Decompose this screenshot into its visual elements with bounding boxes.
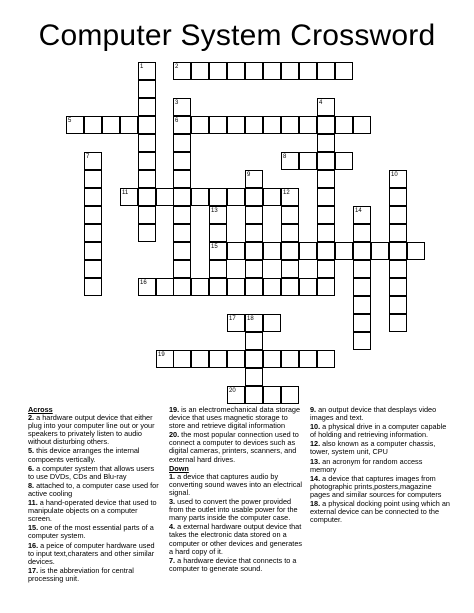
crossword-cell[interactable]	[335, 152, 353, 170]
crossword-cell[interactable]	[245, 224, 263, 242]
clue-number: 14	[355, 208, 362, 214]
clue-number: 17	[229, 316, 236, 322]
clue-text: used to convert the power provided from the outlet into usable power for the many parts inside the computer case.	[169, 497, 298, 523]
crossword-cell[interactable]	[317, 224, 335, 242]
crossword-cell[interactable]	[227, 278, 245, 296]
clue-item	[169, 473, 303, 497]
crossword-cell[interactable]	[281, 116, 299, 134]
clue-text: a device that captures images from photographic prints,posters,magazine pages and similar sources for computers	[310, 473, 442, 499]
clue-number: 8	[283, 154, 287, 160]
clue-text: a hardware output device that either plug into your computer line out or your speakers to privately listen to audio without disturbing others.	[28, 413, 155, 447]
down-clues-list	[169, 473, 303, 573]
clue-item	[169, 406, 303, 430]
clue-number: 6	[175, 118, 179, 124]
clue-number: 11	[122, 190, 129, 196]
crossword-cell[interactable]	[173, 224, 191, 242]
crossword-cell[interactable]	[138, 206, 156, 224]
clue-label: 8.	[28, 480, 35, 490]
clue-number: 4	[319, 100, 323, 106]
clue-number: 13	[211, 208, 218, 214]
crossword-cell[interactable]	[281, 242, 299, 260]
crossword-cell[interactable]	[156, 188, 174, 206]
crossword-cell[interactable]	[191, 62, 209, 80]
crossword-cell[interactable]	[245, 188, 263, 206]
crossword-cell[interactable]	[353, 116, 371, 134]
crossword-cell[interactable]	[156, 278, 174, 296]
clue-label: 16.	[28, 540, 39, 550]
crossword-cell[interactable]	[353, 242, 371, 260]
crossword-cell[interactable]	[335, 116, 353, 134]
crossword-cell[interactable]	[191, 350, 209, 368]
clue-item	[310, 406, 450, 422]
clue-text: a hardware device that connects to a computer to generate sound.	[169, 555, 297, 573]
crossword-cell[interactable]	[173, 278, 191, 296]
crossword-cell[interactable]	[191, 278, 209, 296]
crossword-cell[interactable]	[227, 242, 245, 260]
crossword-cell[interactable]	[245, 206, 263, 224]
crossword-cell[interactable]	[317, 116, 335, 134]
crossword-cell[interactable]	[209, 188, 227, 206]
crossword-cell[interactable]	[299, 152, 317, 170]
clue-label: 5.	[28, 446, 35, 456]
clue-item	[169, 557, 303, 573]
crossword-cell[interactable]	[281, 386, 299, 404]
crossword-cell[interactable]	[245, 116, 263, 134]
clue-item	[310, 475, 450, 499]
crossword-cell[interactable]	[245, 368, 263, 386]
crossword-cell[interactable]	[299, 116, 317, 134]
crossword-cell[interactable]	[138, 80, 156, 98]
clue-label: 20.	[169, 430, 180, 440]
clue-text: a device that captures audio by converting sound waves into an electrical signal.	[169, 471, 303, 497]
clue-number: 9	[247, 172, 251, 178]
crossword-cell[interactable]	[335, 62, 353, 80]
crossword-cell[interactable]	[209, 350, 227, 368]
crossword-cell[interactable]	[317, 242, 335, 260]
clue-item	[28, 567, 160, 583]
clue-item	[169, 523, 303, 555]
clue-text: is an electromechanical data storage device that uses magnetic storage to store and retrieve digital information	[169, 405, 301, 431]
crossword-cell[interactable]	[353, 314, 371, 332]
clue-text: a external hardware output device that takes the electronic data stored on a computer or other devices and generates a hard copy of it.	[169, 522, 303, 556]
crossword-cell[interactable]	[84, 224, 102, 242]
crossword-cell[interactable]	[173, 350, 191, 368]
crossword-cell[interactable]	[299, 242, 317, 260]
crossword-cell[interactable]	[353, 332, 371, 350]
crossword-cell[interactable]	[353, 296, 371, 314]
crossword-cell[interactable]	[317, 134, 335, 152]
clue-text: a physical drive in a computer capable of holding and retrieving information.	[310, 422, 447, 440]
crossword-cell[interactable]	[173, 206, 191, 224]
clue-label: 13.	[310, 456, 321, 466]
crossword-cell[interactable]	[389, 242, 407, 260]
clue-label: 14.	[310, 473, 321, 483]
crossword-cell[interactable]	[335, 242, 353, 260]
crossword-cell[interactable]	[138, 224, 156, 242]
crossword-cell[interactable]	[84, 242, 102, 260]
crossword-cell[interactable]	[173, 170, 191, 188]
crossword-cell[interactable]	[84, 116, 102, 134]
crossword-cell[interactable]	[389, 224, 407, 242]
crossword-cell[interactable]	[209, 116, 227, 134]
crossword-cell[interactable]	[245, 278, 263, 296]
clue-label: 2.	[28, 413, 35, 423]
crossword-cell[interactable]	[389, 260, 407, 278]
crossword-cell[interactable]	[263, 242, 281, 260]
crossword-cell[interactable]	[263, 62, 281, 80]
crossword-cell[interactable]	[138, 116, 156, 134]
crossword-cell[interactable]	[263, 116, 281, 134]
crossword-cell[interactable]	[317, 152, 335, 170]
crossword-cell[interactable]	[173, 188, 191, 206]
clue-item	[28, 499, 160, 523]
clue-label: 17.	[28, 565, 39, 575]
crossword-cell[interactable]	[209, 260, 227, 278]
crossword-cell[interactable]	[173, 152, 191, 170]
clue-number: 19	[158, 352, 165, 358]
clue-text: also known as a computer chassis, tower, system unit, CPU	[310, 439, 436, 457]
clue-number: 12	[283, 190, 290, 196]
crossword-cell[interactable]	[317, 188, 335, 206]
clue-number: 1	[140, 64, 144, 70]
crossword-cell[interactable]	[84, 260, 102, 278]
crossword-cell[interactable]	[299, 278, 317, 296]
clue-item	[169, 431, 303, 463]
clue-label: 10.	[310, 422, 321, 432]
crossword-cell[interactable]	[281, 206, 299, 224]
crossword-cell[interactable]	[389, 206, 407, 224]
crossword-cell[interactable]	[245, 350, 263, 368]
crossword-cell[interactable]	[227, 188, 245, 206]
clue-text: a physical docking point using which an external device can be connected to the computer.	[310, 499, 450, 525]
crossword-cell[interactable]	[263, 350, 281, 368]
clue-label: 19.	[169, 405, 180, 414]
clue-label: 7.	[169, 555, 176, 565]
crossword-cell[interactable]	[191, 188, 209, 206]
crossword-cell[interactable]	[138, 134, 156, 152]
crossword-cell[interactable]	[84, 278, 102, 296]
clue-label: 9.	[310, 405, 317, 414]
crossword-cell[interactable]	[191, 116, 209, 134]
clue-label: 11.	[28, 498, 38, 508]
clue-item	[310, 423, 450, 439]
crossword-cell[interactable]	[245, 386, 263, 404]
clues-column-2	[169, 406, 303, 574]
down-heading: Down	[169, 463, 189, 473]
crossword-cell[interactable]	[120, 116, 138, 134]
clue-label: 1.	[169, 471, 176, 481]
crossword-cell[interactable]	[389, 188, 407, 206]
clue-label: 3.	[169, 497, 176, 507]
clue-item	[28, 414, 160, 446]
clue-item	[28, 447, 160, 463]
clue-label: 15.	[28, 523, 39, 533]
crossword-cell[interactable]	[227, 62, 245, 80]
clue-item	[169, 498, 303, 522]
clue-text: an acronym for random access memory	[310, 456, 423, 474]
clue-item	[28, 482, 160, 498]
crossword-cell[interactable]	[299, 350, 317, 368]
clue-text: an output device that desplays video images and text.	[310, 405, 437, 423]
clue-text: attached to, a computer case used for active cooling	[28, 480, 159, 498]
clue-number: 3	[175, 100, 179, 106]
clue-label: 4.	[169, 522, 176, 532]
crossword-cell[interactable]	[281, 224, 299, 242]
crossword-cell[interactable]	[102, 116, 120, 134]
clue-text: the most popular connection used to connect a computer to devices such as digital cameras, printers, scanners, and external hard drives.	[169, 430, 299, 464]
crossword-cell[interactable]	[138, 98, 156, 116]
crossword-cell[interactable]	[389, 296, 407, 314]
clue-number: 2	[175, 64, 179, 70]
clue-text: this device arranges the internal compoents vertically.	[28, 446, 140, 464]
clue-item	[28, 524, 160, 540]
crossword-cell[interactable]	[317, 170, 335, 188]
clue-label: 12.	[310, 439, 321, 449]
clue-label: 6.	[28, 463, 35, 473]
clues-column-1	[28, 406, 160, 584]
clue-text: a peice of computer hardware used to input text,charaters and other similar devices.	[28, 540, 155, 566]
crossword-cell[interactable]	[317, 260, 335, 278]
crossword-cell[interactable]	[317, 206, 335, 224]
clue-item	[28, 542, 160, 566]
crossword-cell[interactable]	[245, 242, 263, 260]
crossword-cell[interactable]	[353, 260, 371, 278]
clue-number: 15	[211, 244, 218, 250]
clue-item	[310, 500, 450, 524]
crossword-cell[interactable]	[281, 350, 299, 368]
crossword-cell[interactable]	[138, 170, 156, 188]
clue-number: 18	[247, 316, 254, 322]
clue-item	[28, 465, 160, 481]
crossword-cell[interactable]	[209, 278, 227, 296]
crossword-cell[interactable]	[245, 260, 263, 278]
clue-number: 16	[140, 280, 147, 286]
clue-number: 7	[86, 154, 90, 160]
crossword-cell[interactable]	[138, 152, 156, 170]
clues-column-3	[310, 406, 450, 525]
down-clues-list-continued	[310, 406, 450, 524]
crossword-cell[interactable]	[281, 260, 299, 278]
clue-number: 5	[68, 118, 72, 124]
clue-number: 20	[229, 388, 236, 394]
crossword-cell[interactable]	[173, 242, 191, 260]
crossword-cell[interactable]	[281, 278, 299, 296]
crossword-cell[interactable]	[407, 242, 425, 260]
crossword-cell[interactable]	[84, 188, 102, 206]
crossword-cell[interactable]	[209, 224, 227, 242]
crossword-cell[interactable]	[245, 62, 263, 80]
crossword-cell[interactable]	[138, 188, 156, 206]
crossword-cell[interactable]	[263, 188, 281, 206]
clue-item	[310, 440, 450, 456]
clue-text: is the abbreviation for central processing unit.	[28, 565, 134, 583]
crossword-cell[interactable]	[263, 278, 281, 296]
clue-label: 18.	[310, 499, 321, 509]
crossword-cell[interactable]	[317, 350, 335, 368]
crossword-cell[interactable]	[281, 62, 299, 80]
crossword-cell[interactable]	[209, 62, 227, 80]
across-heading: Across	[28, 405, 53, 414]
across-clues-list-continued	[169, 406, 303, 464]
crossword-cell[interactable]	[389, 278, 407, 296]
page-title: Computer System Crossword	[38, 19, 436, 52]
crossword-cell[interactable]	[263, 386, 281, 404]
crossword-cell[interactable]	[371, 242, 389, 260]
crossword-cell[interactable]	[227, 116, 245, 134]
crossword-cell[interactable]	[353, 224, 371, 242]
crossword-cell[interactable]	[389, 314, 407, 332]
across-clues-list	[28, 414, 160, 583]
crossword-cell[interactable]	[245, 332, 263, 350]
crossword-cell[interactable]	[227, 350, 245, 368]
clue-text: a computer system that allows users to use DVDs, CDs and Blu-ray	[28, 463, 155, 481]
crossword-cell[interactable]	[317, 278, 335, 296]
crossword-cell[interactable]	[173, 134, 191, 152]
crossword-cell[interactable]	[84, 206, 102, 224]
clue-text: one of the most essential parts of a computer system.	[28, 523, 154, 541]
crossword-cell[interactable]	[299, 62, 317, 80]
crossword-cell[interactable]	[353, 278, 371, 296]
clue-item	[310, 458, 450, 474]
clue-number: 10	[391, 172, 398, 178]
crossword-cell[interactable]	[317, 62, 335, 80]
clue-text: a hand-operated device that used to manipulate objects on a computer screen.	[28, 498, 157, 524]
crossword-cell[interactable]	[263, 314, 281, 332]
crossword-cell[interactable]	[84, 170, 102, 188]
crossword-cell[interactable]	[173, 260, 191, 278]
